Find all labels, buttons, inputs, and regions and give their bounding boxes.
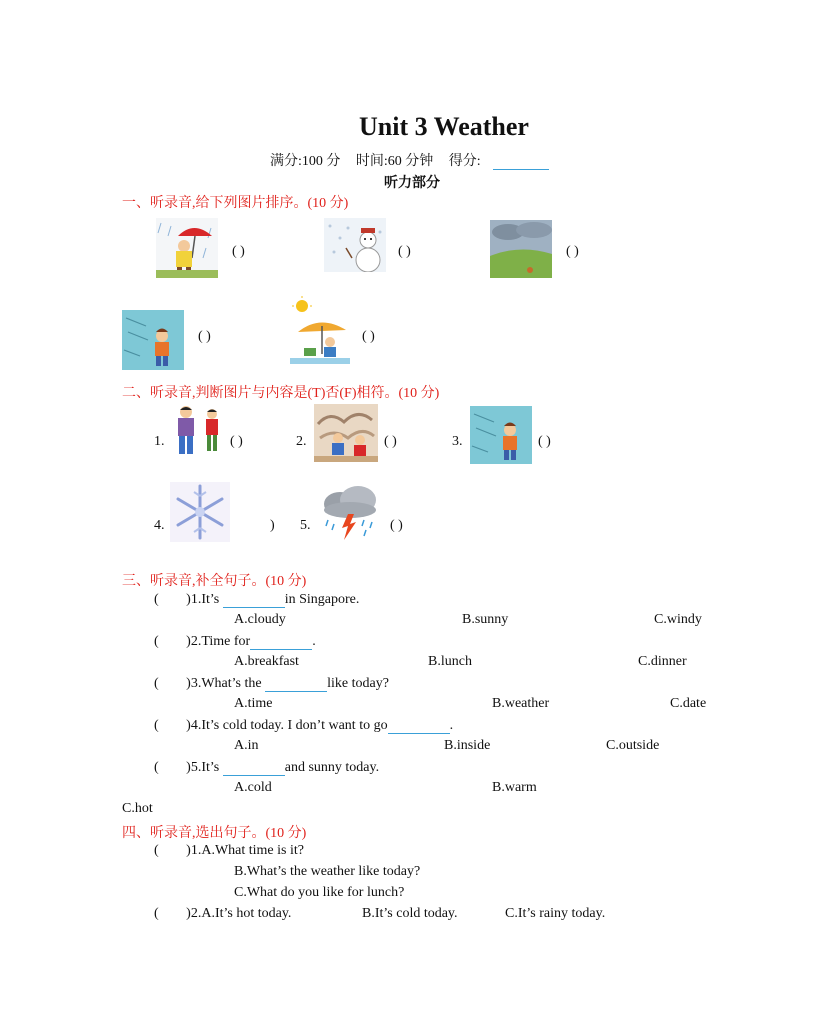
sec2-answer-1[interactable]: ( ) bbox=[230, 434, 243, 449]
sec4-q1-paren[interactable]: ( bbox=[154, 843, 159, 858]
page-title: Unit 3 Weather bbox=[359, 112, 529, 141]
section-2-heading: 二、听录音,判断图片与内容是(T)否(F)相符。(10 分) bbox=[122, 386, 440, 401]
sandstorm-image bbox=[314, 404, 378, 462]
snowman-snow-image bbox=[324, 218, 386, 278]
sec3-q4-option-a[interactable]: A.in bbox=[234, 738, 259, 753]
section-4-heading: 四、听录音,选出句子。(10 分) bbox=[122, 826, 307, 841]
sec3-q3-option-c[interactable]: C.date bbox=[670, 696, 707, 711]
time-limit: 时间:60 分钟 bbox=[355, 154, 434, 169]
sec4-q2-option-c[interactable]: C.It’s rainy today. bbox=[505, 906, 606, 921]
sec3-q1-blank[interactable] bbox=[223, 593, 285, 608]
boy-windy-image-2 bbox=[470, 406, 532, 464]
sec3-q5-option-c[interactable]: C.hot bbox=[122, 801, 153, 816]
sec3-q1-option-b[interactable]: B.sunny bbox=[462, 612, 509, 627]
sec3-q4-option-c[interactable]: C.outside bbox=[606, 738, 660, 753]
exam-meta bbox=[270, 150, 561, 170]
sec3-q2-prefix: )2.Time for bbox=[186, 634, 251, 649]
sec3-q2-option-a[interactable]: A.breakfast bbox=[234, 654, 299, 669]
answer-paren-5[interactable]: ( ) bbox=[362, 329, 375, 344]
storm-cloud-image bbox=[318, 484, 382, 542]
score-label: 得分: bbox=[448, 154, 481, 169]
answer-paren-4[interactable]: ( ) bbox=[198, 329, 211, 344]
sec4-q1-option-c[interactable]: C.What do you like for lunch? bbox=[234, 885, 405, 900]
sec3-q3-paren[interactable]: ( bbox=[154, 676, 159, 691]
sec2-number-1: 1. bbox=[154, 434, 165, 449]
sec3-q4-suffix: . bbox=[449, 718, 454, 733]
boy-windy-image bbox=[122, 310, 184, 370]
sec3-q1-suffix: in Singapore. bbox=[284, 592, 360, 607]
boy-sunny-shade-image bbox=[290, 296, 350, 368]
sec4-q2-paren[interactable]: ( bbox=[154, 906, 159, 921]
cloudy-field-image bbox=[490, 220, 552, 278]
sec3-q1-paren[interactable]: ( bbox=[154, 592, 159, 607]
sec3-q4-option-b[interactable]: B.inside bbox=[444, 738, 491, 753]
sec3-q3-suffix: like today? bbox=[327, 676, 389, 691]
sec4-q1 bbox=[154, 843, 304, 859]
answer-paren-3[interactable]: ( ) bbox=[566, 244, 579, 259]
sec4-q2-option-b[interactable]: B.It’s cold today. bbox=[362, 906, 458, 921]
sec3-q5-prefix: )5.It’s bbox=[186, 760, 220, 775]
sec3-q5-option-a[interactable]: A.cold bbox=[234, 780, 272, 795]
sec4-q2-stem: )2.A.It’s hot today. bbox=[186, 906, 292, 921]
sec4-q2 bbox=[154, 906, 291, 922]
sec3-q3-option-b[interactable]: B.weather bbox=[492, 696, 550, 711]
sec3-q2-option-c[interactable]: C.dinner bbox=[638, 654, 687, 669]
score-blank[interactable] bbox=[493, 155, 549, 170]
sec3-q2-option-b[interactable]: B.lunch bbox=[428, 654, 472, 669]
sec3-q5 bbox=[154, 760, 379, 776]
sec2-number-5: 5. bbox=[300, 518, 311, 533]
section-1-heading: 一、听录音,给下列图片排序。(10 分) bbox=[122, 196, 349, 211]
sec3-q1-option-c[interactable]: C.windy bbox=[654, 612, 702, 627]
sec2-answer-4[interactable]: ) bbox=[270, 518, 275, 533]
sec3-q5-suffix: and sunny today. bbox=[284, 760, 380, 775]
sec3-q5-blank[interactable] bbox=[223, 761, 285, 776]
sec4-q1-stem: )1.A.What time is it? bbox=[186, 843, 304, 858]
sec3-q2 bbox=[154, 634, 316, 650]
sec2-answer-2[interactable]: ( ) bbox=[384, 434, 397, 449]
sec3-q1 bbox=[154, 592, 359, 608]
sec3-q3 bbox=[154, 676, 389, 692]
part-label: 听力部分 bbox=[384, 176, 440, 191]
full-marks: 满分:100 分 bbox=[270, 154, 341, 169]
sec3-q5-option-b[interactable]: B.warm bbox=[492, 780, 537, 795]
sec3-q4-paren[interactable]: ( bbox=[154, 718, 159, 733]
snowflake-image bbox=[170, 482, 230, 542]
sec3-q2-suffix: . bbox=[312, 634, 316, 649]
sec2-number-2: 2. bbox=[296, 434, 307, 449]
sec2-number-4: 4. bbox=[154, 518, 165, 533]
sec2-answer-5[interactable]: ( ) bbox=[390, 518, 403, 533]
sec3-q1-prefix: )1.It’s bbox=[186, 592, 220, 607]
sec2-number-3: 3. bbox=[452, 434, 463, 449]
sec3-q3-prefix: )3.What’s the bbox=[186, 676, 262, 691]
sec3-q5-paren[interactable]: ( bbox=[154, 760, 159, 775]
sec3-q1-option-a[interactable]: A.cloudy bbox=[234, 612, 286, 627]
sec3-q3-blank[interactable] bbox=[265, 677, 327, 692]
sec3-q4 bbox=[154, 718, 453, 734]
section-3-heading: 三、听录音,补全句子。(10 分) bbox=[122, 574, 307, 589]
sec3-q2-paren[interactable]: ( bbox=[154, 634, 159, 649]
answer-paren-1[interactable]: ( ) bbox=[232, 244, 245, 259]
sec2-answer-3[interactable]: ( ) bbox=[538, 434, 551, 449]
two-boys-image bbox=[170, 402, 226, 460]
girl-umbrella-rain-image bbox=[156, 218, 218, 278]
sec3-q4-blank[interactable] bbox=[388, 719, 450, 734]
sec3-q2-blank[interactable] bbox=[250, 635, 312, 650]
sec4-q1-option-b[interactable]: B.What’s the weather like today? bbox=[234, 864, 421, 879]
sec3-q4-prefix: )4.It’s cold today. I don’t want to go bbox=[186, 718, 388, 733]
sec3-q3-option-a[interactable]: A.time bbox=[234, 696, 273, 711]
answer-paren-2[interactable]: ( ) bbox=[398, 244, 411, 259]
